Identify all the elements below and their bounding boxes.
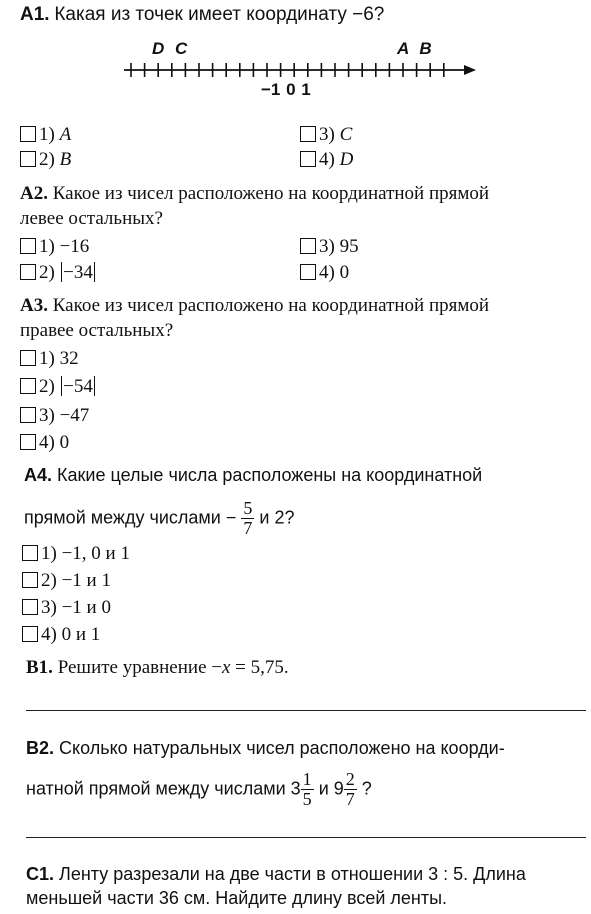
option-a4-4[interactable]: 4) 0 и 1	[22, 624, 100, 646]
checkbox[interactable]	[20, 350, 36, 366]
abs-bar-left	[61, 376, 63, 396]
checkbox[interactable]	[20, 434, 36, 450]
fraction: $\frac{1}{5}$	[302, 769, 312, 809]
checkbox[interactable]	[300, 126, 316, 142]
question-text: Какая из точек имеет координату −6?	[54, 4, 385, 25]
question-number: A4.	[24, 465, 53, 485]
checkbox[interactable]	[22, 599, 38, 615]
option-a1-2[interactable]: 2) B	[20, 149, 71, 171]
checkbox[interactable]	[22, 545, 38, 561]
question-number: B1.	[26, 657, 53, 678]
question-text-line1: Сколько натуральных чисел расположено на коорди-	[59, 738, 505, 758]
question-number: A2.	[20, 183, 48, 204]
option-a2-4[interactable]: 4) 0	[300, 262, 349, 284]
checkbox[interactable]	[20, 264, 36, 280]
checkbox[interactable]	[20, 151, 36, 167]
axis-arrow-icon	[464, 65, 476, 75]
option-a3-2[interactable]: 2) −54	[20, 376, 96, 398]
checkbox[interactable]	[22, 572, 38, 588]
abs-bar-left	[61, 262, 63, 282]
axis-left-points: D C	[152, 39, 188, 58]
axis-right-points: A B	[397, 39, 432, 58]
question-a1	[20, 4, 384, 26]
question-a3	[20, 295, 489, 317]
question-text-line1: Ленту разрезали на две части в отношении 3 : 5. Длина	[59, 864, 526, 884]
question-text-line1: Какое из чисел расположено на координатной прямой	[52, 183, 490, 204]
question-number: A1.	[20, 4, 50, 25]
option-a1-4[interactable]: 4) D	[300, 149, 353, 171]
checkbox[interactable]	[300, 264, 316, 280]
answer-line-b1[interactable]	[26, 710, 586, 711]
checkbox[interactable]	[20, 238, 36, 254]
question-a4	[24, 464, 482, 486]
abs-bar-right	[94, 262, 96, 282]
question-number: B2.	[26, 738, 55, 758]
fraction: $\frac{2}{7}$	[345, 769, 355, 809]
question-text-line2: правее остальных?	[20, 320, 174, 341]
question-b2	[26, 737, 505, 759]
fraction: $\frac{5}{7}$	[243, 498, 253, 538]
checkbox[interactable]	[22, 626, 38, 642]
question-text-line1: Какое из чисел расположено на координатной прямой	[52, 295, 490, 316]
question-text-line2: натной прямой между числами 3 $\frac{1}{5}$ и 9 $\frac{2}{7}$ ?	[26, 769, 372, 809]
question-text-line1: Какие целые числа расположены на координатной	[57, 465, 483, 485]
option-a3-1[interactable]: 1) 32	[20, 348, 79, 370]
answer-line-b2[interactable]	[26, 837, 586, 838]
axis-tick-labels: −1 0 1	[261, 80, 311, 99]
option-a3-4[interactable]: 4) 0	[20, 432, 69, 454]
option-a2-3[interactable]: 3) 95	[300, 236, 359, 258]
option-a4-1[interactable]: 1) −1, 0 и 1	[22, 543, 130, 565]
question-b1: B1. Решите уравнение −x = 5,75.	[26, 657, 289, 678]
question-number: C1.	[26, 864, 55, 884]
checkbox[interactable]	[20, 407, 36, 423]
checkbox[interactable]	[300, 238, 316, 254]
option-a2-2[interactable]: 2) −34	[20, 262, 96, 284]
question-text-line2: левее остальных?	[20, 208, 163, 229]
option-a4-2[interactable]: 2) −1 и 1	[22, 570, 111, 592]
option-a2-1[interactable]: 1) −16	[20, 236, 89, 258]
checkbox[interactable]	[20, 126, 36, 142]
question-a2	[20, 183, 489, 205]
question-c1	[26, 863, 526, 885]
question-text-line2: прямой между числами − $\frac{5}{7}$ и 2?	[24, 498, 295, 538]
option-a1-3[interactable]: 3) C	[300, 124, 352, 146]
question-number: A3.	[20, 295, 48, 316]
abs-bar-right	[94, 376, 96, 396]
option-a3-3[interactable]: 3) −47	[20, 405, 89, 427]
option-a4-3[interactable]: 3) −1 и 0	[22, 597, 111, 619]
checkbox[interactable]	[20, 378, 36, 394]
option-a1-1[interactable]: 1) A	[20, 124, 71, 146]
checkbox[interactable]	[300, 151, 316, 167]
question-text-line2: меньшей части 36 см. Найдите длину всей ленты.	[26, 888, 448, 908]
